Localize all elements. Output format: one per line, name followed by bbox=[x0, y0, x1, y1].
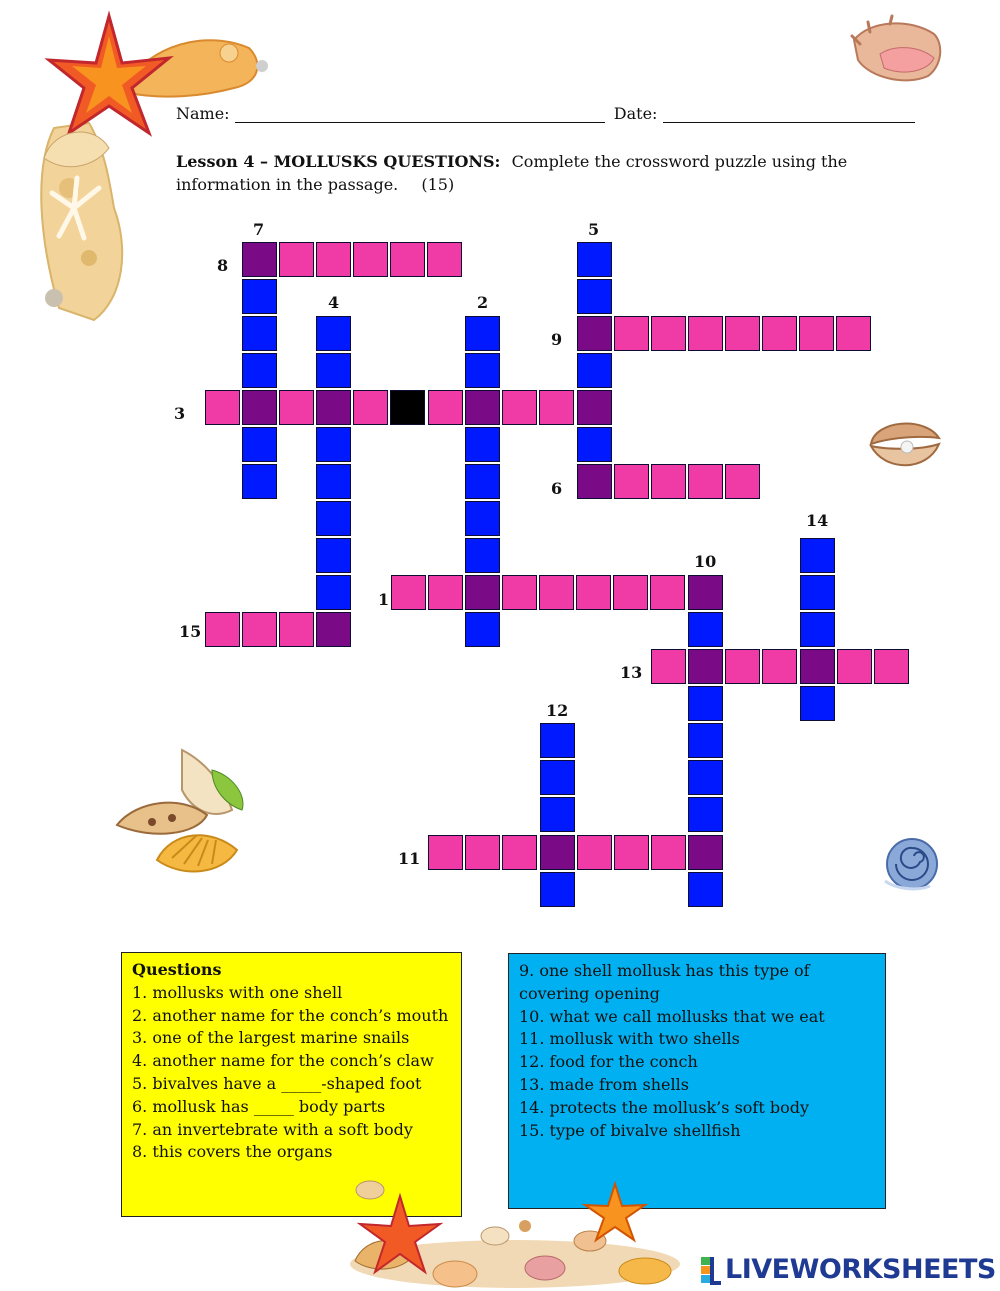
crossword-cell[interactable] bbox=[613, 575, 648, 610]
crossword-cell[interactable] bbox=[316, 242, 351, 277]
crossword-cell[interactable] bbox=[577, 835, 612, 870]
crossword-cell[interactable] bbox=[688, 760, 723, 795]
clue-3: 3. one of the largest marine snails bbox=[132, 1028, 410, 1048]
conch-shell-decoration bbox=[850, 14, 946, 86]
crossword-cell[interactable] bbox=[205, 390, 240, 425]
clue-number-10: 10 bbox=[694, 552, 717, 571]
crossword-cell[interactable] bbox=[540, 872, 575, 907]
crossword-cell[interactable] bbox=[502, 390, 537, 425]
date-label: Date: bbox=[613, 104, 658, 123]
crossword-cell[interactable] bbox=[465, 353, 500, 388]
clue-number-3: 3 bbox=[174, 404, 186, 423]
crossword-cell[interactable] bbox=[651, 649, 686, 684]
crossword-cell[interactable] bbox=[800, 612, 835, 647]
crossword-cell[interactable] bbox=[205, 612, 240, 647]
clue-number-11: 11 bbox=[398, 849, 421, 868]
crossword-cell[interactable] bbox=[799, 316, 834, 351]
instructions-points: (15) bbox=[421, 175, 455, 194]
clue-number-13: 13 bbox=[620, 663, 643, 682]
crossword-cell[interactable] bbox=[614, 316, 649, 351]
crossword-blank-cell bbox=[390, 390, 425, 425]
crossword-cell[interactable] bbox=[540, 723, 575, 758]
crossword-cell[interactable] bbox=[465, 501, 500, 536]
crossword-cell[interactable] bbox=[800, 575, 835, 610]
crossword-cell[interactable] bbox=[242, 316, 277, 351]
crossword-cell[interactable] bbox=[688, 723, 723, 758]
questions-box-right bbox=[508, 953, 886, 1209]
clue-number-5: 5 bbox=[588, 220, 600, 239]
clue-13: 13. made from shells bbox=[519, 1074, 689, 1094]
clue-6: 6. mollusk has _____ body parts bbox=[132, 1096, 386, 1116]
crossword-cell[interactable] bbox=[353, 390, 388, 425]
crossword-cell[interactable] bbox=[614, 464, 649, 499]
crossword-cell[interactable] bbox=[688, 575, 723, 610]
clue-number-4: 4 bbox=[328, 293, 340, 312]
instructions bbox=[176, 150, 876, 196]
crossword-cell[interactable] bbox=[725, 316, 760, 351]
clue-number-12: 12 bbox=[546, 701, 569, 720]
liveworksheets-logo bbox=[700, 1254, 996, 1288]
crossword-cell[interactable] bbox=[614, 835, 649, 870]
crossword-cell[interactable] bbox=[390, 242, 425, 277]
date-field[interactable] bbox=[663, 106, 915, 123]
crossword-cell[interactable] bbox=[540, 760, 575, 795]
crossword-cell[interactable] bbox=[391, 575, 426, 610]
crossword-cell[interactable] bbox=[427, 242, 462, 277]
crossword-cell[interactable] bbox=[465, 538, 500, 573]
clue-4: 4. another name for the conch’s claw bbox=[132, 1051, 434, 1071]
crossword-cell[interactable] bbox=[762, 649, 797, 684]
crossword-cell[interactable] bbox=[465, 464, 500, 499]
crossword-cell[interactable] bbox=[465, 390, 500, 425]
crossword-cell[interactable] bbox=[465, 835, 500, 870]
crossword-cell[interactable] bbox=[242, 279, 277, 314]
crossword-cell[interactable] bbox=[725, 464, 760, 499]
starfish-shells-decoration-bottom bbox=[345, 1176, 685, 1291]
crossword-cell[interactable] bbox=[502, 835, 537, 870]
crossword-cell[interactable] bbox=[576, 575, 611, 610]
crossword-cell[interactable] bbox=[242, 612, 277, 647]
name-date-line bbox=[176, 104, 915, 123]
crossword-cell[interactable] bbox=[242, 242, 277, 277]
crossword-cell[interactable] bbox=[316, 353, 351, 388]
clue-number-2: 2 bbox=[477, 293, 489, 312]
clue-9: 9. one shell mollusk has this type of covering opening bbox=[519, 961, 810, 1003]
crossword-cell[interactable] bbox=[540, 835, 575, 870]
questions-title: Questions bbox=[132, 960, 222, 979]
crossword-cell[interactable] bbox=[316, 427, 351, 462]
crossword-cell[interactable] bbox=[800, 686, 835, 721]
crossword-cell[interactable] bbox=[688, 797, 723, 832]
crossword-cell[interactable] bbox=[316, 575, 351, 610]
clue-number-7: 7 bbox=[253, 220, 265, 239]
crossword-cell[interactable] bbox=[837, 649, 872, 684]
crossword-cell[interactable] bbox=[800, 649, 835, 684]
clue-11: 11. mollusk with two shells bbox=[519, 1029, 740, 1049]
crossword-cell[interactable] bbox=[428, 575, 463, 610]
crossword-cell[interactable] bbox=[577, 390, 612, 425]
crossword-cell[interactable] bbox=[465, 612, 500, 647]
crossword-cell[interactable] bbox=[836, 316, 871, 351]
crossword-cell[interactable] bbox=[577, 353, 612, 388]
clue-number-1: 1 bbox=[378, 590, 390, 609]
crossword-cell[interactable] bbox=[539, 575, 574, 610]
crossword-cell[interactable] bbox=[688, 872, 723, 907]
crossword-cell[interactable] bbox=[650, 575, 685, 610]
clue-12: 12. food for the conch bbox=[519, 1052, 698, 1072]
nautilus-shell-decoration bbox=[880, 836, 942, 894]
clue-2: 2. another name for the conch’s mouth bbox=[132, 1005, 449, 1025]
crossword-cell[interactable] bbox=[688, 464, 723, 499]
clue-number-8: 8 bbox=[217, 256, 229, 275]
crossword-cell[interactable] bbox=[279, 242, 314, 277]
crossword-cell[interactable] bbox=[316, 390, 351, 425]
crossword-cell[interactable] bbox=[688, 316, 723, 351]
crossword-cell[interactable] bbox=[688, 612, 723, 647]
crossword-cell[interactable] bbox=[651, 316, 686, 351]
crossword-cell[interactable] bbox=[279, 390, 314, 425]
crossword-cell[interactable] bbox=[577, 464, 612, 499]
clue-10: 10. what we call mollusks that we eat bbox=[519, 1006, 825, 1026]
clue-7: 7. an invertebrate with a soft body bbox=[132, 1119, 413, 1139]
clue-number-9: 9 bbox=[551, 330, 563, 349]
crossword-cell[interactable] bbox=[762, 316, 797, 351]
crossword-cell[interactable] bbox=[279, 612, 314, 647]
crossword-cell[interactable] bbox=[577, 279, 612, 314]
crossword-cell[interactable] bbox=[502, 575, 537, 610]
name-label: Name: bbox=[176, 104, 230, 123]
crossword-cell[interactable] bbox=[242, 353, 277, 388]
crossword-cell[interactable] bbox=[316, 464, 351, 499]
crossword-cell[interactable] bbox=[428, 835, 463, 870]
name-field[interactable] bbox=[235, 106, 605, 123]
crossword-cell[interactable] bbox=[465, 575, 500, 610]
crossword-cell[interactable] bbox=[688, 649, 723, 684]
clue-5: 5. bivalves have a _____-shaped foot bbox=[132, 1073, 422, 1093]
crossword-cell[interactable] bbox=[577, 242, 612, 277]
instructions-text: Complete the crossword puzzle using the information in the passage. bbox=[176, 152, 848, 194]
crossword-cell[interactable] bbox=[242, 427, 277, 462]
pearl-oyster-decoration bbox=[865, 414, 945, 474]
clue-1: 1. mollusks with one shell bbox=[132, 982, 343, 1002]
crossword-cell[interactable] bbox=[316, 538, 351, 573]
clue-number-14: 14 bbox=[806, 511, 829, 530]
crossword-cell[interactable] bbox=[725, 649, 760, 684]
crossword-cell[interactable] bbox=[540, 797, 575, 832]
crossword-cell[interactable] bbox=[465, 316, 500, 351]
crossword-cell[interactable] bbox=[353, 242, 388, 277]
liveworksheets-logo-text: LIVEWORKSHEETS bbox=[725, 1254, 996, 1285]
crossword-cell[interactable] bbox=[688, 686, 723, 721]
crossword-cell[interactable] bbox=[316, 501, 351, 536]
clue-14: 14. protects the mollusk’s soft body bbox=[519, 1097, 809, 1117]
lesson-title: Lesson 4 – MOLLUSKS QUESTIONS: bbox=[176, 152, 501, 171]
clue-number-6: 6 bbox=[551, 479, 563, 498]
crossword-cell[interactable] bbox=[428, 390, 463, 425]
crossword-cell[interactable] bbox=[577, 316, 612, 351]
clue-15: 15. type of bivalve shellfish bbox=[519, 1120, 741, 1140]
crossword-cell[interactable] bbox=[800, 538, 835, 573]
crossword-cell[interactable] bbox=[651, 835, 686, 870]
liveworksheets-logo-icon bbox=[700, 1255, 722, 1285]
clue-8: 8. this covers the organs bbox=[132, 1142, 333, 1162]
crossword-cell[interactable] bbox=[465, 427, 500, 462]
crossword-cell[interactable] bbox=[651, 464, 686, 499]
crossword-cell[interactable] bbox=[688, 835, 723, 870]
shell-cluster-decoration bbox=[112, 740, 257, 880]
crossword-cell[interactable] bbox=[577, 427, 612, 462]
crossword-cell[interactable] bbox=[316, 316, 351, 351]
crossword-cell[interactable] bbox=[316, 612, 351, 647]
crossword-cell[interactable] bbox=[242, 464, 277, 499]
crossword-cell[interactable] bbox=[242, 390, 277, 425]
crossword-cell[interactable] bbox=[539, 390, 574, 425]
clue-number-15: 15 bbox=[179, 622, 202, 641]
crossword-cell[interactable] bbox=[874, 649, 909, 684]
